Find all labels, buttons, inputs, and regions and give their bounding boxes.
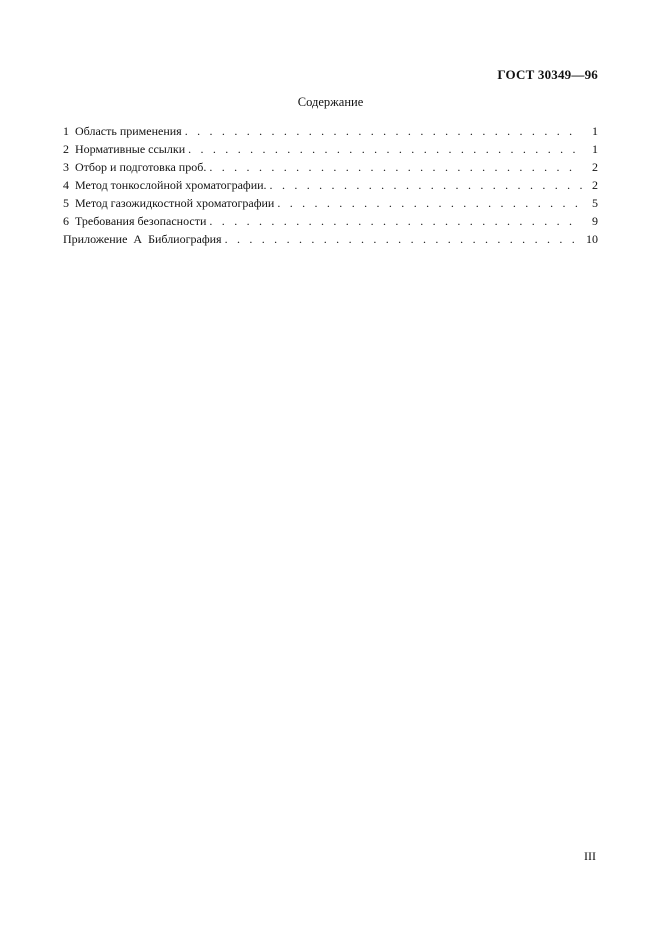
toc-leader-dots bbox=[209, 158, 582, 176]
toc-entry-normative-references[interactable] bbox=[63, 140, 598, 158]
toc-entry-thin-layer-chromatography[interactable] bbox=[63, 176, 598, 194]
table-of-contents bbox=[63, 122, 598, 248]
toc-entry-appendix-bibliography[interactable] bbox=[63, 230, 598, 248]
toc-entry-page: 10 bbox=[586, 232, 598, 246]
toc-entry-label: 5 Метод газожидкостной хроматографии bbox=[63, 196, 275, 210]
toc-entry-label: Приложение А Библиография bbox=[63, 232, 222, 246]
toc-entry-page: 2 bbox=[592, 160, 598, 174]
page-number: III bbox=[584, 849, 596, 863]
toc-entry-page: 1 bbox=[592, 142, 598, 156]
document-code: ГОСТ 30349—96 bbox=[497, 67, 598, 82]
toc-entry-label: 6 Требования безопасности bbox=[63, 214, 207, 228]
toc-leader-dots bbox=[188, 140, 582, 158]
toc-entry-page: 2 bbox=[592, 178, 598, 192]
toc-entry-label: 3 Отбор и подготовка проб. bbox=[63, 160, 207, 174]
toc-entry-page: 9 bbox=[592, 214, 598, 228]
toc-entry-label: 1 Область применения bbox=[63, 124, 182, 138]
toc-entry-label: 2 Нормативные ссылки bbox=[63, 142, 186, 156]
toc-entry-page: 1 bbox=[592, 124, 598, 138]
toc-entry-sampling[interactable] bbox=[63, 158, 598, 176]
toc-leader-dots bbox=[185, 122, 582, 140]
toc-entry-safety-requirements[interactable] bbox=[63, 212, 598, 230]
toc-entry-page: 5 bbox=[592, 196, 598, 210]
toc-leader-dots bbox=[225, 230, 582, 248]
toc-entry-scope[interactable] bbox=[63, 122, 598, 140]
toc-leader-dots bbox=[209, 212, 582, 230]
toc-entry-gas-liquid-chromatography[interactable] bbox=[63, 194, 598, 212]
toc-leader-dots bbox=[277, 194, 582, 212]
toc-title: Содержание bbox=[297, 95, 364, 109]
toc-entry-label: 4 Метод тонкослойной хроматографии. bbox=[63, 178, 267, 192]
toc-leader-dots bbox=[270, 176, 582, 194]
